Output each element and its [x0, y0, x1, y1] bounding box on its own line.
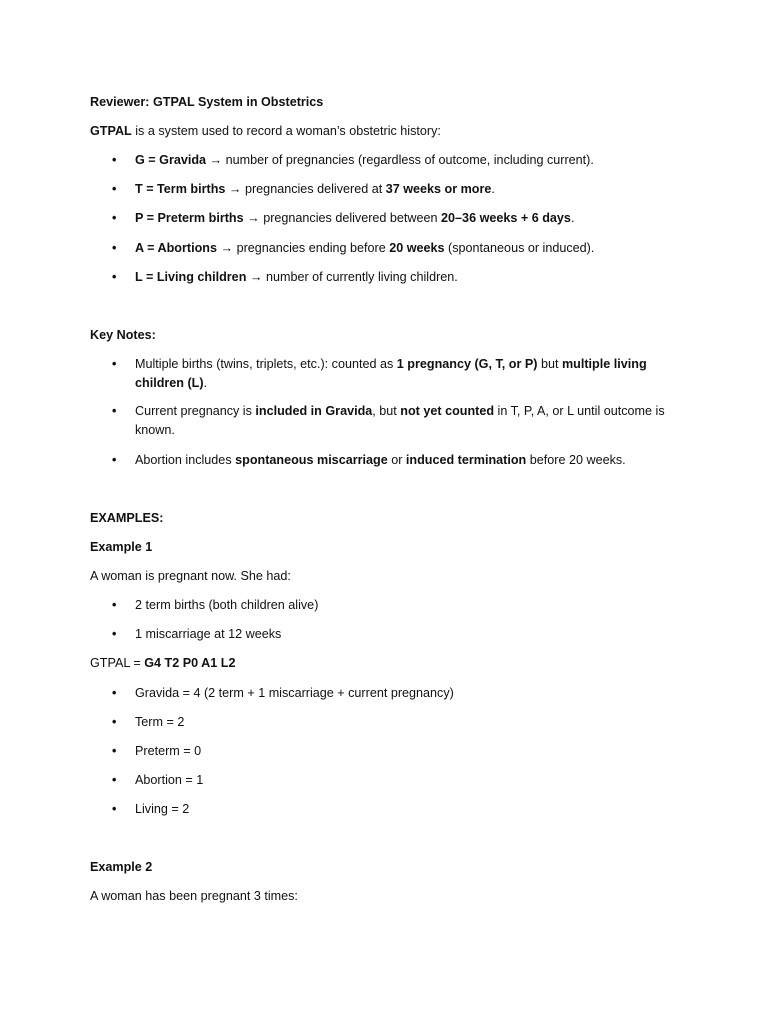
breakdown-text: Term = 2 [135, 715, 185, 729]
bullet: • [112, 453, 117, 467]
note-text: Current pregnancy is [135, 404, 256, 418]
note-emphasis: 1 pregnancy (G, T, or P) [396, 357, 538, 371]
definition-text: → pregnancies delivered between [243, 211, 442, 225]
definition-label: A = Abortions [135, 241, 217, 255]
examples-heading: EXAMPLES: [90, 511, 164, 525]
history-text: 1 miscarriage at 12 weeks [135, 627, 282, 641]
note-text: , but [372, 404, 401, 418]
result-value: G4 T2 P0 A1 L2 [144, 656, 236, 670]
intro-text: is a system used to record a woman’s obstetric history: [131, 124, 441, 138]
bullet: • [112, 241, 117, 255]
breakdown-text: Living = 2 [135, 802, 190, 816]
intro-term: GTPAL [90, 124, 132, 138]
definition-end: . [570, 211, 575, 225]
bullet: • [112, 715, 117, 729]
bullet: • [112, 404, 117, 418]
definition-end: . [491, 182, 495, 196]
example-2-intro: A woman has been pregnant 3 times: [90, 889, 298, 903]
bullet: • [112, 211, 117, 225]
note-text: or [387, 453, 406, 467]
definition-label: T = Term births [135, 182, 226, 196]
definition-label: P = Preterm births [135, 211, 244, 225]
definition-end: (spontaneous or induced). [444, 241, 595, 255]
note-emphasis: included in Gravida [255, 404, 373, 418]
breakdown-text: Gravida = 4 (2 term + 1 miscarriage + current pregnancy) [135, 686, 454, 700]
document-title: Reviewer: GTPAL System in Obstetrics [90, 95, 324, 109]
bullet: • [112, 744, 117, 758]
bullet: • [112, 598, 117, 612]
bullet: • [112, 182, 117, 196]
note-emphasis: not yet counted [400, 404, 495, 418]
definition-label: L = Living children [135, 270, 247, 284]
definition-emphasis: 20 weeks [389, 241, 445, 255]
bullet: • [112, 357, 117, 371]
result-label: GTPAL = [90, 656, 145, 670]
history-text: 2 term births (both children alive) [135, 598, 319, 612]
example-1-intro: A woman is pregnant now. She had: [90, 569, 291, 583]
example-1-heading: Example 1 [90, 540, 153, 554]
example-1-result [90, 654, 235, 672]
note-emphasis: multiple living children (L) [135, 357, 647, 390]
note-text: in T, P, A, or L until outcome is known. [135, 404, 665, 437]
note-text: before 20 weeks. [526, 453, 626, 467]
bullet: • [112, 153, 117, 167]
bullet: • [112, 773, 117, 787]
bullet: • [112, 802, 117, 816]
bullet: • [112, 686, 117, 700]
definition-text: → number of pregnancies (regardless of outcome, including current). [206, 153, 594, 167]
bullet: • [112, 270, 117, 284]
definition-text: → number of currently living children. [246, 270, 458, 284]
note-emphasis: induced termination [405, 453, 527, 467]
example-2-heading: Example 2 [90, 860, 153, 874]
breakdown-text: Abortion = 1 [135, 773, 204, 787]
definition-emphasis: 37 weeks or more [385, 182, 492, 196]
note-text: . [203, 376, 208, 390]
definition-text: → pregnancies ending before [216, 241, 390, 255]
note-text: Multiple births (twins, triplets, etc.): counted as [135, 357, 397, 371]
key-notes-heading: Key Notes: [90, 328, 156, 342]
note-emphasis: spontaneous miscarriage [235, 453, 388, 467]
breakdown-text: Preterm = 0 [135, 744, 202, 758]
intro-paragraph [90, 122, 441, 140]
definition-text: → pregnancies delivered at [225, 182, 386, 196]
note-text: Abortion includes [135, 453, 236, 467]
definition-emphasis: 20–36 weeks + 6 days [441, 211, 571, 225]
definition-label: G = Gravida [135, 153, 207, 167]
note-text: but [537, 357, 562, 371]
bullet: • [112, 627, 117, 641]
